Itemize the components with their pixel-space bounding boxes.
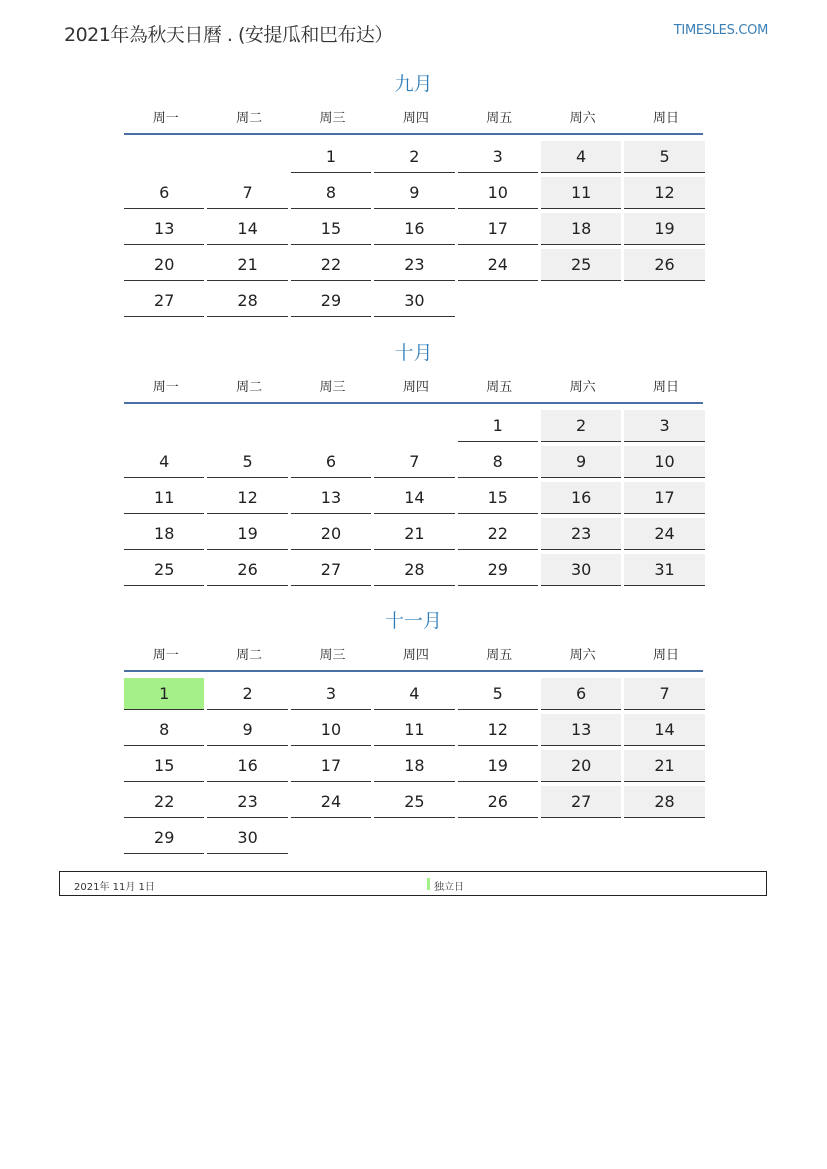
day-cell: 29: [124, 822, 204, 854]
holiday-day-cell: 1: [124, 678, 204, 710]
day-cell: 14: [374, 482, 454, 514]
day-cell: 22: [124, 786, 204, 818]
day-cell: 22: [291, 249, 371, 281]
day-cell: 10: [291, 714, 371, 746]
day-cell: 17: [624, 482, 704, 514]
weekday-header: [124, 368, 703, 404]
day-cell: 8: [458, 446, 538, 478]
day-cell: 26: [458, 786, 538, 818]
empty-cell: [124, 141, 204, 173]
day-cell: 30: [374, 285, 454, 317]
day-cell: 29: [458, 554, 538, 586]
day-cell: 21: [374, 518, 454, 550]
empty-cell: [291, 410, 371, 442]
day-cell: 26: [624, 249, 704, 281]
day-cell: 23: [541, 518, 621, 550]
holiday-date: 2021年 11月 1日: [74, 882, 155, 893]
day-cell: 21: [207, 249, 287, 281]
day-cell: 5: [624, 141, 704, 173]
weekday-label: 周五: [486, 379, 513, 395]
weekday-header: [124, 636, 703, 672]
day-cell: 3: [624, 410, 704, 442]
day-cell: 15: [291, 213, 371, 245]
day-cell: 21: [624, 750, 704, 782]
day-cell: 24: [458, 249, 538, 281]
day-cell: 18: [124, 518, 204, 550]
weekday-label: 周四: [402, 379, 429, 395]
day-cell: 14: [624, 714, 704, 746]
day-cell: 12: [458, 714, 538, 746]
day-cell: 9: [541, 446, 621, 478]
day-cell: 3: [291, 678, 371, 710]
day-cell: 1: [291, 141, 371, 173]
day-cell: 31: [624, 554, 704, 586]
weekday-label: 周五: [486, 110, 513, 126]
day-cell: 29: [291, 285, 371, 317]
day-cell: 27: [124, 285, 204, 317]
month-calendar-october: [124, 338, 703, 587]
weekday-label: 周四: [402, 110, 429, 126]
weekday-label: 周一: [152, 379, 179, 395]
day-cell: 10: [458, 177, 538, 209]
day-cell: 15: [124, 750, 204, 782]
day-cell: 18: [541, 213, 621, 245]
day-cell: 11: [374, 714, 454, 746]
day-cell: 5: [458, 678, 538, 710]
day-cell: 28: [207, 285, 287, 317]
day-cell: 8: [291, 177, 371, 209]
day-cell: 7: [624, 678, 704, 710]
day-cell: 20: [291, 518, 371, 550]
day-cell: 6: [541, 678, 621, 710]
day-cell: 16: [374, 213, 454, 245]
day-cell: 23: [207, 786, 287, 818]
day-cell: 13: [124, 213, 204, 245]
day-cell: 4: [124, 446, 204, 478]
day-cell: 16: [207, 750, 287, 782]
weekday-label: 周三: [319, 110, 346, 126]
weekday-label: 周四: [402, 647, 429, 663]
month-title: 九月: [394, 73, 433, 95]
weekday-label: 周日: [653, 647, 680, 663]
day-cell: 2: [207, 678, 287, 710]
day-cell: 4: [541, 141, 621, 173]
day-cell: 25: [374, 786, 454, 818]
weekday-label: 周日: [653, 110, 680, 126]
day-cell: 13: [291, 482, 371, 514]
day-cell: 9: [207, 714, 287, 746]
day-cell: 7: [374, 446, 454, 478]
weekday-label: 周六: [569, 379, 596, 395]
day-cell: 23: [374, 249, 454, 281]
day-cell: 24: [291, 786, 371, 818]
weekday-label: 周一: [152, 647, 179, 663]
day-cell: 17: [291, 750, 371, 782]
days-grid: [124, 407, 703, 587]
holiday-color-marker: [427, 878, 430, 890]
day-cell: 20: [541, 750, 621, 782]
day-cell: 24: [624, 518, 704, 550]
day-cell: 4: [374, 678, 454, 710]
day-cell: 1: [458, 410, 538, 442]
weekday-header: [124, 99, 703, 135]
day-cell: 27: [291, 554, 371, 586]
day-cell: 30: [541, 554, 621, 586]
day-cell: 8: [124, 714, 204, 746]
holiday-name: 独立日: [434, 882, 464, 893]
day-cell: 28: [624, 786, 704, 818]
day-cell: 28: [374, 554, 454, 586]
days-grid: [124, 138, 703, 318]
empty-cell: [124, 410, 204, 442]
day-cell: 11: [541, 177, 621, 209]
day-cell: 18: [374, 750, 454, 782]
day-cell: 30: [207, 822, 287, 854]
day-cell: 11: [124, 482, 204, 514]
day-cell: 13: [541, 714, 621, 746]
day-cell: 15: [458, 482, 538, 514]
weekday-label: 周一: [152, 110, 179, 126]
month-calendar-november: [124, 606, 703, 855]
day-cell: 14: [207, 213, 287, 245]
day-cell: 12: [624, 177, 704, 209]
day-cell: 27: [541, 786, 621, 818]
day-cell: 6: [124, 177, 204, 209]
empty-cell: [207, 141, 287, 173]
day-cell: 6: [291, 446, 371, 478]
weekday-label: 周五: [486, 647, 513, 663]
weekday-label: 周二: [236, 110, 263, 126]
holiday-legend: [59, 871, 767, 896]
day-cell: 2: [541, 410, 621, 442]
day-cell: 19: [624, 213, 704, 245]
weekday-label: 周六: [569, 647, 596, 663]
weekday-label: 周三: [319, 379, 346, 395]
weekday-label: 周三: [319, 647, 346, 663]
weekday-label: 周二: [236, 647, 263, 663]
day-cell: 22: [458, 518, 538, 550]
day-cell: 16: [541, 482, 621, 514]
day-cell: 12: [207, 482, 287, 514]
day-cell: 17: [458, 213, 538, 245]
day-cell: 3: [458, 141, 538, 173]
day-cell: 2: [374, 141, 454, 173]
day-cell: 7: [207, 177, 287, 209]
day-cell: 5: [207, 446, 287, 478]
day-cell: 20: [124, 249, 204, 281]
weekday-label: 周日: [653, 379, 680, 395]
page-title: 2021年為秋天日曆 . (安提瓜和巴布达）: [64, 24, 393, 46]
day-cell: 19: [207, 518, 287, 550]
empty-cell: [207, 410, 287, 442]
empty-cell: [374, 410, 454, 442]
day-cell: 26: [207, 554, 287, 586]
site-link[interactable]: TIMESLES.COM: [673, 23, 768, 38]
day-cell: 25: [541, 249, 621, 281]
month-title: 十月: [394, 342, 433, 364]
day-cell: 25: [124, 554, 204, 586]
days-grid: [124, 675, 703, 855]
weekday-label: 周二: [236, 379, 263, 395]
month-calendar-september: [124, 69, 703, 318]
month-title: 十一月: [384, 610, 442, 632]
day-cell: 19: [458, 750, 538, 782]
day-cell: 10: [624, 446, 704, 478]
weekday-label: 周六: [569, 110, 596, 126]
day-cell: 9: [374, 177, 454, 209]
